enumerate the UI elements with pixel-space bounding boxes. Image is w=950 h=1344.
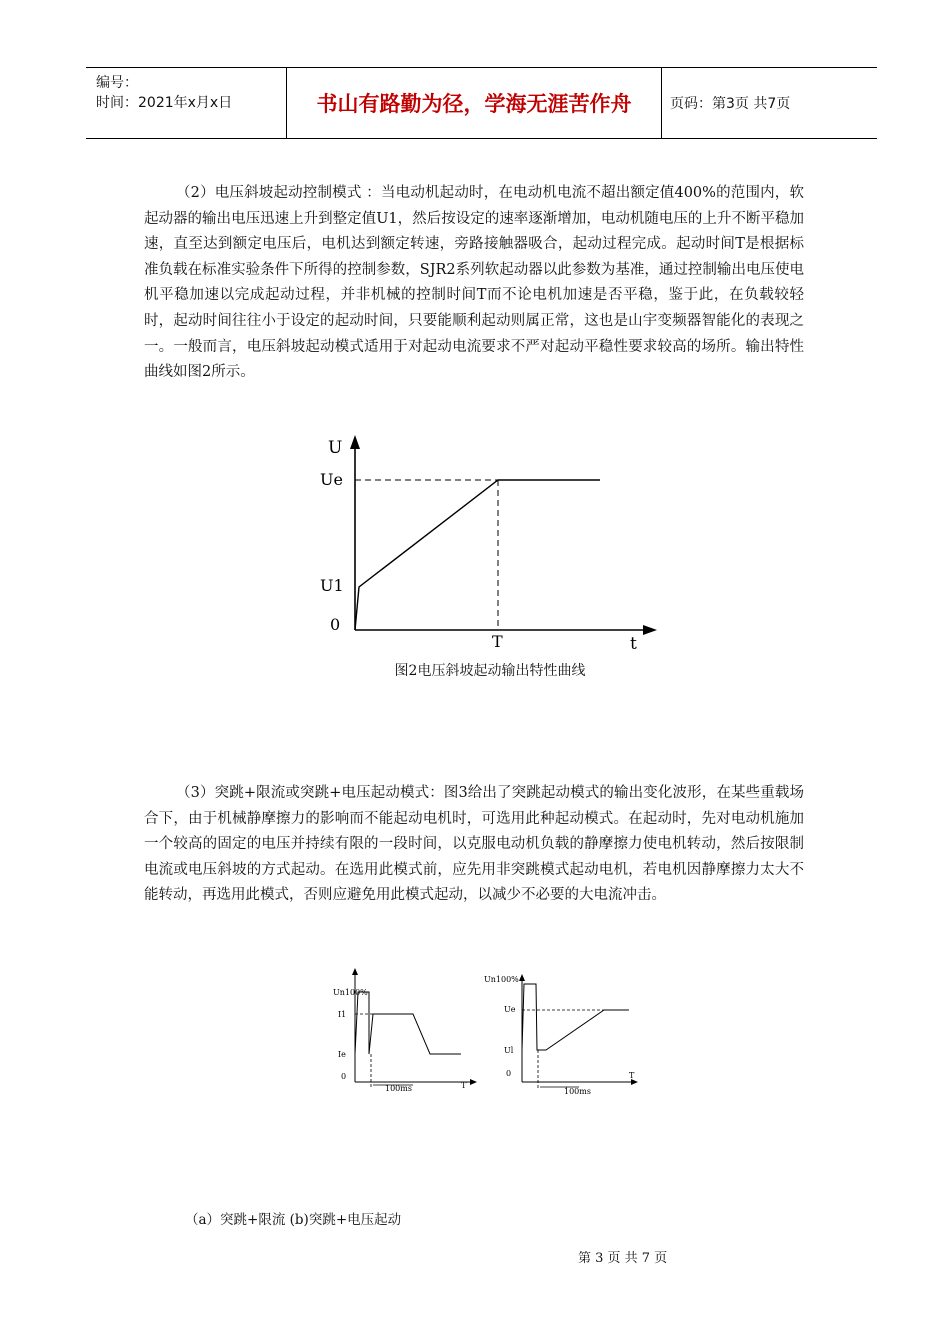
y-axis-arrow: [519, 974, 525, 981]
y-axis-arrow: [350, 435, 360, 449]
voltage-curve: [522, 984, 629, 1050]
t-label: T: [492, 632, 503, 651]
time-label: 时间：2021年x月x日: [96, 95, 233, 111]
ie-label: Ie: [338, 1050, 346, 1059]
number-label: 编号：: [96, 75, 138, 91]
header-motto: 书山有路勤为径，学海无涯苦作舟: [286, 68, 662, 138]
zero-label: 0: [341, 1072, 347, 1081]
time-label: 100ms: [385, 1084, 412, 1093]
paragraph-voltage-ramp: （2）电压斜坡起动控制模式 ：当电动机起动时，在电动机电流不超出额定值400%的范围内，软起动器的输出电压迅速上升到整定值U1，然后按设定的速率逐渐增加，电动机随电压的上升不断平稳加速，直至达到额定电压后，电机达到额定转速，旁路接触器吸合，起动过程完成。起动时间T是根据标准负载在标准实验条件下所得的控制参数，SJR2系列软起动器以此参数为基准，通过控制输出电压使电机平稳加速以完成起动过程，并非机械的控制时间T而不论电机加速是否平稳，鉴于此，在负载较轻时，起动时间往往小于设定的起动时间，只要能顺利起动则属正常，这也是山宇变频器智能化的表现之一。一般而言，电压斜坡起动模式适用于对起动电流要求不严对起动平稳性要求较高的场所。输出特性曲线如图2所示。: [144, 185, 804, 381]
figure-2-chart: [300, 425, 680, 655]
zero-label: 0: [330, 615, 341, 634]
top-label: Un100%: [333, 988, 368, 997]
page-footer: 第 3 页 共 7 页: [578, 1251, 668, 1266]
header-meta: [86, 68, 286, 138]
y-axis-label: U: [328, 438, 343, 458]
current-curve: [355, 992, 461, 1054]
figure-2-caption: 图2电压斜坡起动输出特性曲线: [394, 663, 586, 679]
x-axis-arrow: [643, 625, 657, 635]
x-axis-arrow: [470, 1079, 477, 1085]
figure-3-caption: （a）突跳+限流 (b)突跳+电压起动: [185, 1212, 402, 1228]
header-page-label: 页码：第3页 共7页: [670, 96, 791, 112]
top-label: Un100%: [484, 975, 519, 984]
y-axis-arrow: [352, 968, 358, 975]
zero-label: 0: [506, 1069, 512, 1078]
page-header: [86, 67, 877, 139]
t-label: T: [461, 1081, 467, 1090]
figure-3b-chart: [484, 970, 644, 1100]
u1-label: U1: [320, 576, 344, 595]
time-label: 100ms: [564, 1087, 591, 1096]
paragraph-kick-start: （3）突跳+限流或突跳+电压起动模式：图3给出了突跳起动模式的输出变化波形，在某些重载场合下，由于机械静摩擦力的影响而不能起动电机时，可选用此种起动模式。在起动时，先对电动机施加一个较高的固定的电压并持续有限的一段时间，以克服电动机负载的静摩擦力使电机转动，然后按限制电流或电压斜坡的方式起动。在选用此模式前，应先用非突跳模式起动电机，若电机因静摩擦力太大不能转动，再选用此模式，否则应避免用此模式起动，以减少不必要的大电流冲击。: [144, 785, 804, 904]
ue-label: Ue: [320, 470, 343, 489]
t-label: T: [629, 1071, 635, 1080]
voltage-curve: [355, 480, 600, 630]
ue-label: Ue: [504, 1005, 516, 1014]
u1-label: Ul: [504, 1046, 514, 1055]
figure-3a-chart: [333, 962, 483, 1097]
x-axis-label: t: [630, 634, 637, 654]
i1-label: I1: [338, 1010, 347, 1019]
